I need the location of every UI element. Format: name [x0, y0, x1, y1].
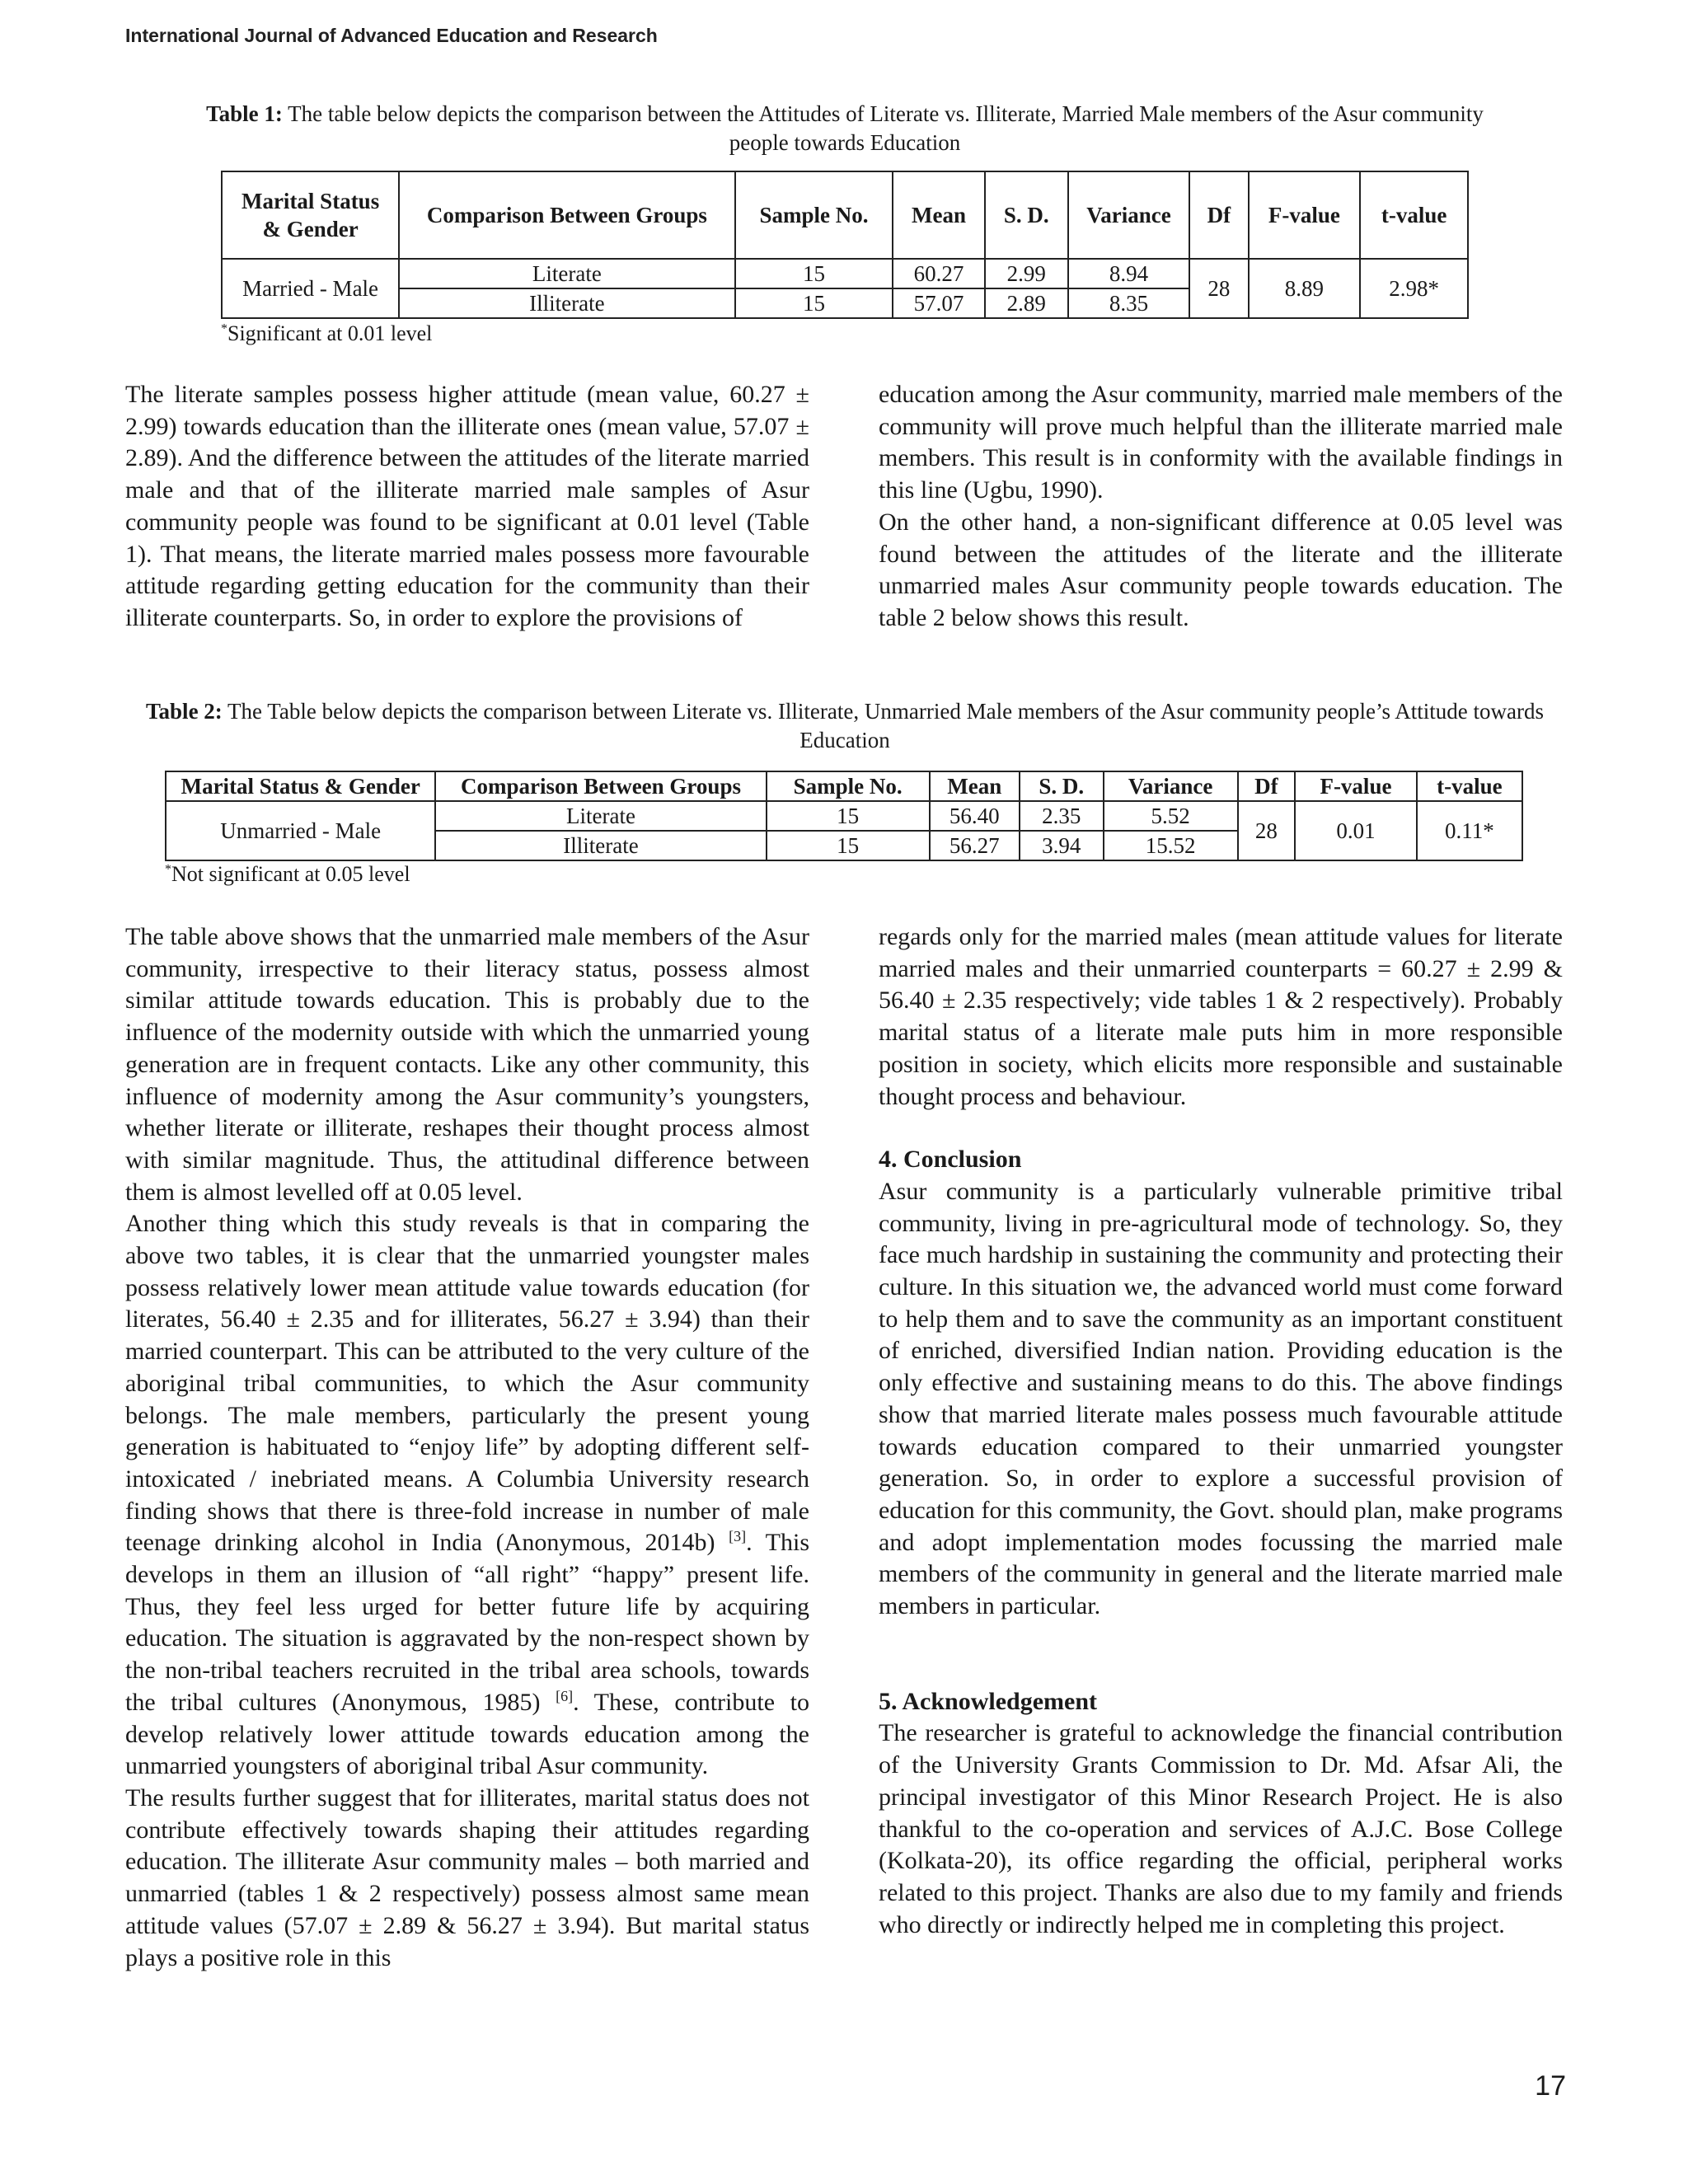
table-cell: 60.27	[893, 259, 984, 288]
section1-left-column	[125, 379, 809, 635]
table-cell: 2.89	[985, 288, 1068, 318]
table-cell: 15	[767, 831, 930, 860]
table-cell: Literate	[435, 801, 766, 831]
table-cell: 8.94	[1068, 259, 1189, 288]
paragraph: The table above shows that the unmarried male members of the Asur community, irrespective to their literacy status, possess almost similar attitude towards education. This is probably due to the influence of the modernity outside with which the unmarried young generation are in frequent contacts. Like any other community, this influence of modernity among the Asur community’s youngsters, whether literate or illiterate, reshapes their thought process almost with similar magnitude. Thus, the attitudinal difference between them is almost levelled off at 0.05 level.	[125, 923, 809, 1206]
table-cell-group: Unmarried - Male	[166, 801, 435, 860]
table-header-cell: Marital Status & Gender	[166, 771, 435, 801]
table-header-cell: Marital Status & Gender	[222, 171, 399, 259]
journal-header: International Journal of Advanced Education and Research	[125, 25, 658, 46]
table1-caption	[190, 100, 1500, 157]
paragraph	[125, 1208, 809, 1783]
paragraph-text: . This develops in them an illusion of “all right” “happy” present life. Thus, they feel less urged for better future life by acquiring education. The situation is aggravated by the non-respect shown by the non-tribal teachers recruited in the tribal area schools, towards the tribal cultures (Anonymous, 1985)	[125, 1529, 809, 1716]
paragraph: On the other hand, a non-significant difference at 0.05 level was found between the attitudes of the literate and the illiterate unmarried males Asur community people towards education. The table 2 below shows this result.	[879, 508, 1563, 631]
table-header-cell: Mean	[930, 771, 1020, 801]
table2-caption-text: The Table below depicts the comparison between Literate vs. Illiterate, Unmarried Male members of the Asur community people’s Attitude towards Education	[222, 699, 1544, 752]
table-cell-t: 2.98*	[1360, 259, 1468, 318]
table-cell-df: 28	[1238, 801, 1296, 860]
table-cell-f: 0.01	[1295, 801, 1417, 860]
page-number: 17	[1535, 2070, 1566, 2102]
table-header-row	[222, 171, 1468, 259]
conclusion-paragraph: Asur community is a particularly vulnerable primitive tribal community, living in pre-agricultural mode of technology. So, they face much hardship in sustaining the community and protecting their culture. In this situation we, the advanced world must come forward to help them and to save the community as an important constituent of enriched, diversified Indian nation. Providing education is the only effective and sustaining means to do this. The above findings show that married literate males possess much favourable attitude towards education compared to their unmarried youngster generation. So, in order to explore a successful provision of education for this community, the Govt. should plan, make programs and adopt implementation modes focussing the married male members of the community in general and the literate married male members in particular.	[879, 1177, 1563, 1620]
table-header-cell: S. D.	[1020, 771, 1104, 801]
table-header-cell: Df	[1189, 171, 1248, 259]
table-header-cell: Df	[1238, 771, 1296, 801]
table-cell: 56.40	[930, 801, 1020, 831]
table-cell: Illiterate	[399, 288, 734, 318]
table-header-cell: Variance	[1068, 171, 1189, 259]
table-header-cell: F-value	[1249, 171, 1361, 259]
table-cell: 15	[735, 259, 893, 288]
footnote-mark: *	[165, 862, 171, 877]
table-header-cell: Sample No.	[767, 771, 930, 801]
acknowledgement-heading: 5. Acknowledgement	[879, 1687, 1097, 1715]
acknowledgement-paragraph: The researcher is grateful to acknowledge the financial contribution of the University Grants Commission to Dr. Md. Afsar Ali, the principal investigator of this Minor Research Project. He is also thankful to the co-operation and services of A.J.C. Bose College (Kolkata-20), its office regarding the official, peripheral works related to this project. Thanks are also due to my family and friends who directly or indirectly helped me in completing this project.	[879, 1719, 1563, 1938]
table-cell: Literate	[399, 259, 734, 288]
section1-right-column	[879, 379, 1563, 635]
table1-label: Table 1:	[206, 101, 283, 126]
table-header-cell: Variance	[1104, 771, 1238, 801]
paragraph-text: . These, contribute to develop relatively lower attitude towards education among the unmarried youngsters of aboriginal tribal Asur community.	[125, 1688, 809, 1780]
table-header-cell: Comparison Between Groups	[399, 171, 734, 259]
paragraph: regards only for the married males (mean attitude values for literate married males and their unmarried counterparts = 60.27 ± 2.99 & 56.40 ± 2.35 respectively; vide tables 1 & 2 respectively). Probably marital status of a literate male puts him in more responsible position in society, which elicits more responsible and sustainable thought process and behaviour.	[879, 923, 1563, 1110]
table2-caption	[142, 697, 1548, 755]
table-cell-group: Married - Male	[222, 259, 399, 318]
paragraph: The results further suggest that for illiterates, marital status does not contribute effectively towards shaping their attitudes regarding education. The illiterate Asur community males – both married and unmarried (tables 1 & 2 respectively) possess almost same mean attitude values (57.07 ± 2.89 & 56.27 ± 3.94). But marital status plays a positive role in this	[125, 1783, 809, 1971]
citation-3[interactable]: [3]	[729, 1528, 747, 1545]
footnote-mark: *	[221, 321, 227, 336]
section2-left-column	[125, 921, 809, 1974]
table-cell-df: 28	[1189, 259, 1248, 318]
table-cell: 3.94	[1020, 831, 1104, 860]
footnote-text: Significant at 0.01 level	[227, 321, 433, 345]
table-cell-f: 8.89	[1249, 259, 1361, 318]
conclusion-heading: 4. Conclusion	[879, 1146, 1022, 1174]
table-cell: 56.27	[930, 831, 1020, 860]
paragraph: education among the Asur community, married male members of the community will prove much helpful than the illiterate married male members. This result is in conformity with the available findings in this line (Ugbu, 1990).	[879, 381, 1563, 504]
table1	[221, 171, 1469, 319]
table-header-cell: Mean	[893, 171, 984, 259]
table2	[165, 771, 1523, 861]
table1-caption-text: The table below depicts the comparison between the Attitudes of Literate vs. Illiterate, Married Male members of the Asur community people towards Education	[282, 101, 1484, 155]
table2-label: Table 2:	[146, 699, 223, 724]
table-header-cell: S. D.	[985, 171, 1068, 259]
table-header-row	[166, 771, 1522, 801]
table-header-cell: Sample No.	[735, 171, 893, 259]
table1-footnote	[221, 321, 432, 346]
paragraph-text: Another thing which this study reveals is that in comparing the above two tables, it is clear that the unmarried youngster males possess relatively lower mean attitude value towards education (for literates, 56.40 ± 2.35 and for illiterates, 56.27 ± 3.94) than their married counterpart. This can be attributed to the very culture of the aboriginal tribal communities, to which the Asur community belongs. The male members, particularly the present young generation is habituated to “enjoy life” by adopting different self-intoxicated / inebriated means. A Columbia University research finding shows that there is three-fold increase in number of male teenage drinking alcohol in India (Anonymous, 2014b)	[125, 1210, 809, 1557]
table-header-cell: t-value	[1360, 171, 1468, 259]
table-cell: 15	[735, 288, 893, 318]
table-cell: 15	[767, 801, 930, 831]
citation-6[interactable]: [6]	[556, 1687, 574, 1704]
table-cell: Illiterate	[435, 831, 766, 860]
section2-right-column	[879, 921, 1563, 1941]
table-cell: 15.52	[1104, 831, 1238, 860]
footnote-text: Not significant at 0.05 level	[171, 862, 410, 886]
table-header-cell: F-value	[1295, 771, 1417, 801]
table-row	[166, 801, 1522, 831]
table-row	[222, 259, 1468, 288]
table-header-cell: t-value	[1417, 771, 1522, 801]
table-cell: 8.35	[1068, 288, 1189, 318]
table-cell: 2.35	[1020, 801, 1104, 831]
paragraph: The literate samples possess higher attitude (mean value, 60.27 ± 2.99) towards education than the illiterate ones (mean value, 57.07 ± 2.89). And the difference between the attitudes of the literate married male and that of the illiterate married male samples of Asur community people was found to be significant at 0.01 level (Table 1). That means, the literate married males possess more favourable attitude regarding getting education for the community than their illiterate counterparts. So, in order to explore the provisions of	[125, 381, 809, 631]
table-cell-t: 0.11*	[1417, 801, 1522, 860]
table-cell: 5.52	[1104, 801, 1238, 831]
table-header-cell: Comparison Between Groups	[435, 771, 766, 801]
table2-footnote	[165, 862, 410, 887]
table-cell: 57.07	[893, 288, 984, 318]
table-cell: 2.99	[985, 259, 1068, 288]
